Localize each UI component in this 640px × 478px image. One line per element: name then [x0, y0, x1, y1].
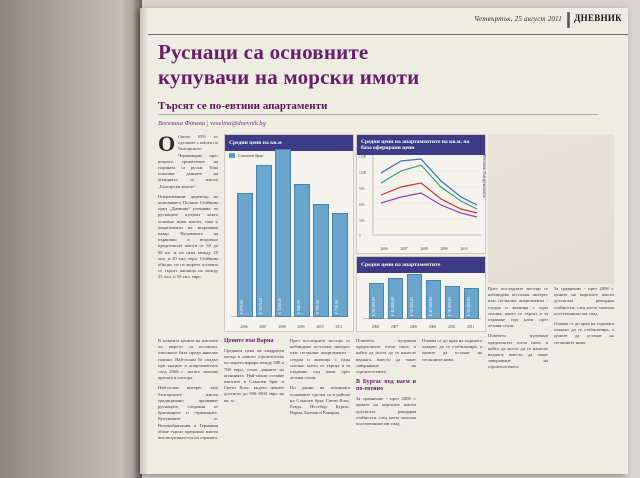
- chart-plot: [225, 135, 353, 331]
- section-title-burgas: В Бургас под наем и по-евтино: [356, 379, 416, 393]
- article-column-1: [158, 131, 218, 334]
- article-column-3: [224, 338, 284, 478]
- masthead: [148, 8, 628, 35]
- article-col-text-6: През последните месеци се наблюдава по-голям интерес към по-малки апартаменти - студиа и жилища с една спалня, които се търсят и за отдаване под наем през летния сезон.: [488, 286, 548, 329]
- bar-label: € 795.00: [315, 300, 320, 314]
- article-paragraph-4: По данни на агенцията основните сделки са в района на Слънчев бряг, Свети Влас, Равда, Несебър, Бургас, Варна, Балчик и Каварна.: [290, 385, 350, 416]
- bar: [464, 288, 479, 319]
- x-tick: 2007: [390, 325, 399, 329]
- section-title-varna: Цените във Варна: [224, 338, 274, 344]
- article-subhead: Търсят се по-евтини апартаменти: [158, 100, 328, 112]
- article-paragraph-3: Най-голям интерес към българските имоти традиционно проявяват руснаците, следвани от британците и германците. Купувачите от Великобритания и Германия обаче търсят предимно имоти във вътрешността на страната.: [158, 385, 218, 441]
- page-title: [158, 40, 598, 90]
- x-tick: 2006: [240, 325, 248, 329]
- bar: [332, 213, 348, 317]
- chart-title: Средни цени на кв.м: [225, 135, 353, 151]
- newspaper-sheet: [140, 8, 628, 474]
- line-chart-svg: [357, 151, 485, 249]
- chart-title: Средни цени на апартаментите: [357, 257, 485, 273]
- legend-label: Слънчев бряг: [238, 153, 264, 158]
- chart-avg-price-sqm: [224, 134, 354, 332]
- bar-label: € 33 500.00: [466, 297, 471, 316]
- bar: [275, 149, 291, 317]
- article-col-text-9: Очаква се до края на годината пазарът да се стабилизира, а цените да останат на сегашните нива.: [554, 321, 614, 345]
- x-tick: 2011: [335, 325, 343, 329]
- article-lead: Около 95% от сделките с имоти по българското Черноморие през второто тримесечие на годината са руски. Това показват данните на агенцията за имоти „Български имоти“.: [158, 134, 218, 189]
- bar-label: € 940.00: [296, 300, 301, 314]
- article-column-2: [158, 338, 218, 478]
- masthead-divider: [567, 12, 570, 28]
- bar-label: € 1075.00: [258, 298, 263, 314]
- bar: [294, 184, 310, 317]
- page-gutter: [0, 0, 142, 478]
- bar: [445, 286, 460, 319]
- bar: [388, 278, 403, 319]
- bar-label: € 39 500.00: [371, 297, 376, 316]
- y-tick: 600: [359, 203, 365, 207]
- x-tick: 2010: [316, 325, 324, 329]
- bar: [407, 274, 422, 319]
- masthead-date: Четвъртък, 25 август 2011: [474, 15, 562, 23]
- y-tick: 0: [359, 234, 361, 238]
- x-tick: 2010: [447, 325, 456, 329]
- article-column-5: [356, 338, 416, 478]
- chart-plot: [357, 257, 485, 331]
- x-tick: 2008: [409, 325, 418, 329]
- chart-source-label: Източник: Български имоти: [482, 155, 486, 198]
- x-tick: 2007: [400, 247, 408, 251]
- article-col-text-4: За сравнение - през 2008 г. цените на морските имоти достигаха рекордни стойности, след което започна постепенният им спад.: [356, 396, 416, 427]
- article-paragraph-1: Оперативният директор на компанията Полина Стойкова пред „Дневник“ уточнява, че руснаците купуват както основно нови имоти, така и апартаменти на вторичния пазар. Купувачите на първично и вторично предпочитат имоти от 30 до 60 кв. м на цена между 20 хил. и 40 хил. евро. Стойкова обясни, че по морето основно се търсят жилища на между 25 хил. и 50 хил. евро.: [158, 193, 218, 280]
- x-tick: 2011: [466, 325, 475, 329]
- article-col-text-2: През последните месеци се наблюдава по-голям интерес към по-малки апартаменти - студиа и жилища с една спалня, които се търсят и за отдаване под наем през летния сезон.: [290, 338, 350, 381]
- article-byline: Веселина Фönева | veselina@dnevnik.bg: [158, 120, 266, 127]
- bar-label: € 730.00: [334, 300, 339, 314]
- bar: [426, 280, 441, 319]
- headline-line-1: Руснаци са основните: [158, 40, 369, 64]
- article-col-text-3: Повечето купувачи предпочитат готов имот, в който да могат да се нанесат веднага, вместо да чакат завършване на строителството.: [356, 338, 416, 375]
- bar: [313, 204, 329, 317]
- x-tick: 2010: [460, 247, 468, 251]
- bar: [237, 193, 253, 317]
- y-tick: 1200: [359, 171, 367, 175]
- article-col-text-1: Средната цена на квадратен метър в новото строителство по морето варира между 500 и 700 евро, сочат данните на агенцията. Най-скъпи остават имотите в Слънчев бряг и Свети Влас, където цените достигат до 900-1000 евро на кв. м.: [224, 348, 284, 403]
- article-col-text-5: Очаква се до края на годината пазарът да се стабилизира, а цените да останат на сегашните нива.: [422, 338, 482, 362]
- x-tick: 2007: [259, 325, 267, 329]
- article-column-4: [290, 338, 350, 478]
- dropcap: О: [158, 131, 176, 156]
- chart-avg-price-apartments: [356, 256, 486, 332]
- y-tick: 900: [359, 187, 365, 191]
- article-column-6: [422, 338, 482, 478]
- x-tick: 2009: [428, 325, 437, 329]
- bar: [369, 283, 384, 319]
- article-col-text-8: За сравнение - през 2008 г. цените на морските имоти достигаха рекордни стойности, след което започна постепенният им спад.: [554, 286, 614, 316]
- x-tick: 2009: [440, 247, 448, 251]
- x-tick: 2009: [297, 325, 305, 329]
- bar-label: € 45 600.00: [390, 297, 395, 316]
- x-tick: 2008: [420, 247, 428, 251]
- article-column-7: [488, 134, 548, 478]
- x-tick: 2006: [371, 325, 380, 329]
- chart-offer-prices: [356, 134, 486, 254]
- headline-line-2: купувачи на морски имоти: [158, 65, 420, 89]
- masthead-brand: ДНЕВНИК: [574, 13, 622, 23]
- x-tick: 2008: [278, 325, 286, 329]
- headline-rule: [158, 114, 598, 115]
- bar-label: € 42 500.00: [428, 297, 433, 316]
- y-tick: 300: [359, 219, 365, 223]
- bar-label: € 1190.00: [277, 298, 282, 314]
- bar-label: € 36 000.00: [447, 297, 452, 316]
- bar-label: € 870.00: [239, 300, 244, 314]
- article-paragraph-2: В момента цените на имотите по морето са по-ниски, отколкото бяха преди няколко години. Най-голям бе спадът при къщите и апартаментите след 2008 г., когато започна кризата в сектора.: [158, 338, 218, 381]
- bar-label: € 50 000.00: [409, 297, 414, 316]
- bar: [256, 165, 272, 317]
- y-tick: 1500: [359, 155, 367, 159]
- chart-title: Средни цени на апартаментите на кв.м. на база оферирани цени: [357, 135, 485, 155]
- x-tick: 2006: [380, 247, 388, 251]
- article-col-text-7: Повечето купувачи предпочитат готов имот, в който да могат да се нанесат веднага, вместо да чакат завършване на строителството.: [488, 333, 548, 370]
- article-column-8: [554, 134, 614, 478]
